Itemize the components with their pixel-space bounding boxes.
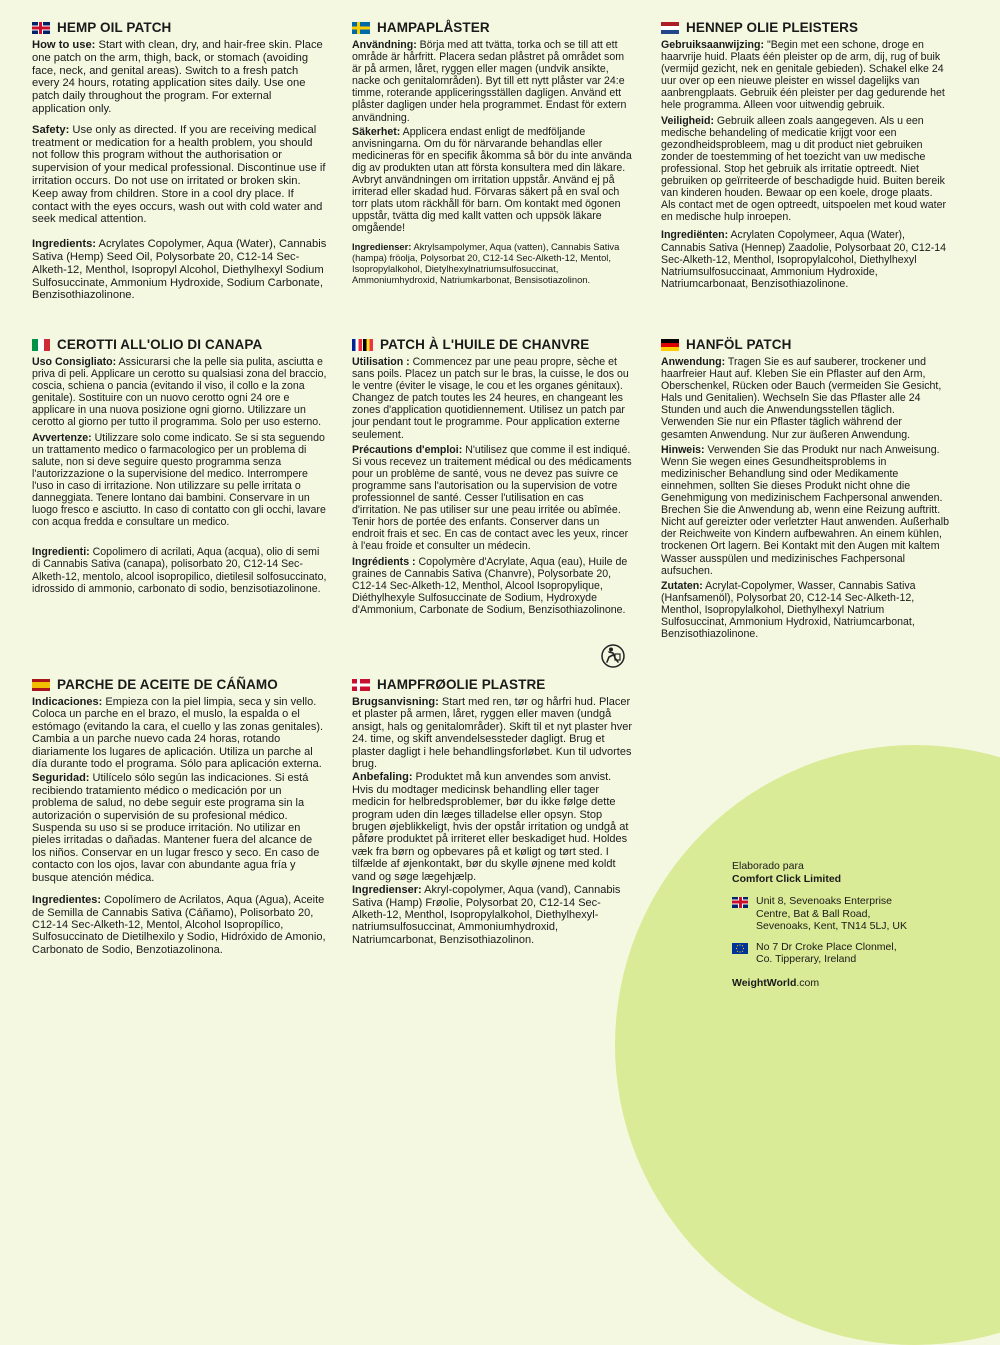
section-title: HEMP OIL PATCH bbox=[57, 20, 172, 35]
section-spanish bbox=[32, 677, 328, 962]
eu-address: No 7 Dr Croke Place Clonmel, Co. Tipperary, Ireland bbox=[756, 940, 897, 965]
section-header bbox=[352, 20, 634, 35]
section-title: HAMPAPLÅSTER bbox=[377, 20, 490, 35]
safety-paragraph: Seguridad: Utilícelo sólo según las indicaciones. Si está recibiendo tratamiento médico o medicación por un problema de salud, no debe seguir este programa sin la autorización o supervisión de su profesional médico. Suspenda su uso si se produce irritación. No utilizar en pieles irritadas o dañadas. Mantener fuera del alcance de los niños. Conservar en un lugar fresco y seco. En caso de contacto con los ojos, lavar con abundante agua fría y busque atención médica. bbox=[32, 772, 320, 884]
section-swedish bbox=[352, 20, 634, 291]
usage-paragraph: Anwendung: Tragen Sie es auf sauberer, trockener und haarfreier Haut auf. Kleben Sie ein Pflaster auf den Arm, Oberschenkel, Rücken oder Bauch (vermeiden Sie Gesicht, Hals und Genitalien). Wechseln Sie das Pflaster alle 24 Stunden und auch die Anwendungsstellen täglich. Verwenden Sie nur ein Pflaster täglich während der gesamten Anwendung. Nur zur äußeren Anwendung. bbox=[661, 356, 942, 441]
eu-flag-icon bbox=[732, 943, 748, 954]
section-title: HAMPFRØOLIE PLASTRE bbox=[377, 677, 546, 692]
section-header bbox=[32, 677, 328, 692]
section-header bbox=[352, 677, 634, 692]
denmark-flag-icon bbox=[352, 679, 370, 691]
section-dutch bbox=[661, 20, 949, 296]
uk-flag-icon bbox=[732, 897, 748, 908]
section-danish bbox=[352, 677, 634, 952]
section-italian bbox=[32, 337, 328, 601]
usage-paragraph: Utilisation : Commencez par une peau propre, sèche et sans poils. Placez un patch sur le bras, la cuisse, le dos ou le ventre (éviter le visage, le cou et les organes génitaux). Changez de patch toutes les 24 heures, en changeant les zones d'application quotidiennement. Utilisez un patch par jour pendant tout le programme. Pour application externe seulement. bbox=[352, 356, 629, 441]
safety-paragraph: Précautions d'emploi: N'utilisez que comme il est indiqué. Si vous recevez un traitement médical ou des médicaments pour un problème de santé, vous ne devez pas suivre ce programme sans l'autorisation ou la supervision de votre professionnel de santé. Cesser l'utilisation en cas d'irritation. Ne pas utiliser sur une peau irritée ou abîmée. Tenir hors de portée des enfants. Conserver dans un endroit frais et sec. En cas de contact avec les yeux, rincer à l'eau froide et consulter un médecin. bbox=[352, 443, 632, 553]
eu-address-row bbox=[732, 941, 926, 966]
ingredients-paragraph: Ingrediënten: Acrylaten Copolymeer, Aqua (Water), Cannabis Sativa (Hennep) Zaadolie, Polysorbaat 20, C12-14 Sec-Alketh-12, Menthol, Isopropylalcohol, Diethylhexyl Natriumsulfosuccinaat, Ammonium Hydroxide, Natriumcarbonaat, Benzisothiazolinone. bbox=[661, 229, 947, 290]
usage-paragraph: Brugsanvisning: Start med ren, tør og hårfri hud. Placer et plaster på armen, låret, ryggen eller maven (undgå ansigt, hals og genitalområder). Skift til et nyt plaster hver 24. time, og skift anvendelsessteder dagligt. Brug et plaster dagligt i hele behandlingsforløbet. Kun til udvortes brug. bbox=[352, 696, 633, 771]
usage-paragraph: Uso Consigliato: Assicurarsi che la pelle sia pulita, asciutta e priva di peli. Applicare un cerotto su qualsiasi zona del braccio, coscia, schiena o pancia (evitando il viso, il collo e la zona genitale). Sostituire con un nuovo cerotto ogni 24 ore e applicare in una nuova posizione ogni giorno. Utilizzare un cerotto al giorno per tutto il programma. Solo per uso esterno. bbox=[32, 356, 327, 429]
made-for-label: Elaborado para bbox=[732, 860, 804, 872]
uk-address: Unit 8, Sevenoaks Enterprise Centre, Bat & Ball Road, Sevenoaks, Kent, TN14 5LJ, UK bbox=[756, 895, 907, 932]
section-header bbox=[352, 337, 634, 352]
safety-paragraph: Säkerhet: Applicera endast enligt de medföljande anvisningarna. Om du för närvarande behandlas eller medicineras för en specifik åkomma så bör du inte använda dig av produkten utan att första konsultera med din läkare. Avbryt användningen om irritation uppstår. Använd ej på irriterad eller skadad hud. Förvaras säkert på en sval och torr plats utom räckhåll för barn. Om kontakt med ögonen uppstår, tvätta dig med kallt vatten och uppsök läkare omgående! bbox=[352, 125, 632, 235]
section-german bbox=[661, 337, 949, 646]
spain-flag-icon bbox=[32, 679, 50, 691]
belgium-flag-icon bbox=[363, 339, 373, 351]
section-header bbox=[661, 20, 949, 35]
uk-flag-icon bbox=[32, 22, 50, 34]
usage-paragraph: Gebruiksaanwijzing: "Begin met een schone, droge en haarvrije huid. Plaats één pleister op de arm, dij, rug of buik (vermijd gezicht, nek en genitale gebieden). Schakel elke 24 uur over op een nieuwe pleister en wissel dagelijks van aanbrengplaats. Gebruik één pleister per dag gedurende het hele programma. Alleen voor uitwendig gebruik. bbox=[661, 39, 945, 112]
section-title: HENNEP OLIE PLEISTERS bbox=[686, 20, 859, 35]
safety-paragraph: Avvertenze: Utilizzare solo come indicato. Se si sta seguendo un trattamento medico o farmacologico per un problema di salute, non si deve seguire questo programma senza l'autorizzazione o la supervisione del medico. Interrompere l'uso in caso di irritazione. Non utilizzare su pelle irritata o danneggiata. Tenere lontano dai bambini. Conservare in un luogo fresco e asciutto. In caso di contatto con gli occhi, lavare con acqua fredda e consultare un medico. bbox=[32, 431, 326, 529]
italy-flag-icon bbox=[32, 339, 50, 351]
ingredients-paragraph: Ingredients: Acrylates Copolymer, Aqua (Water), Cannabis Sativa (Hemp) Seed Oil, Polysorbate 20, C12-14 Sec-Alketh-12, Menthol, Isopropyl Alcohol, Diethylhexyl Sodium Sulfosuccinate, Ammonium Hydroxide, Sodium Carbonate, Benzisothiazolinone. bbox=[32, 238, 327, 302]
ingredients-paragraph: Ingredienti: Copolimero di acrilati, Aqua (acqua), olio di semi di Cannabis Sativa (canapa), polisorbato 20, C12-14 Sec-Alketh-12, mentolo, alcool isopropilico, dietilesil solfosuccinato, idrossido di ammonio, carbonato di sodio, benzisotiazolinone. bbox=[32, 546, 327, 595]
section-title: PATCH À L'HUILE DE CHANVRE bbox=[380, 337, 590, 352]
netherlands-flag-icon bbox=[661, 22, 679, 34]
ingredients-paragraph: Ingredienser: Akrylsampolymer, Aqua (vatten), Cannabis Sativa (hampa) fröolja, Polysorbat 20, C12-14 Sec-Alketh-12, Mentol, Isopropylalkohol, Dietylhexylnatriumsulfosuccinat, Ammoniumhydroxid, Natriumkarbonat, Bensisotiazolinon. bbox=[352, 240, 620, 286]
recycle-bin-icon bbox=[600, 643, 626, 669]
ingredients-paragraph: Ingredienser: Akryl-copolymer, Aqua (vand), Cannabis Sativa (Hamp) Frøolie, Polysorbat 20, C12-14 Sec-Alketh-12, Menthol, Isopropylalkohol, Diethylhexyl-natriumsulfosuccinat, Ammoniumhydroxid, Natriumcarbonat, Benzisothiazolinon. bbox=[352, 884, 621, 946]
section-english bbox=[32, 20, 328, 308]
safety-paragraph: Hinweis: Verwenden Sie das Produkt nur nach Anweisung. Wenn Sie wegen eines Gesundheitsproblems in medizinischer Behandlung sind oder Medikamente einnehmen, sollten Sie dieses Produkt nicht ohne die Genehmigung von medizinischem Fachpersonal anwenden. Brechen Sie die Anwendung ab, wenn eine Reizung auftritt. Nicht auf gereizter oder verletzter Haut anwenden. Außerhalb der Reichweite von Kindern aufbewahren. An einem kühlen, trockenen Ort lagern. Bei Kontakt mit den Augen mit kaltem Wasser ausspülen und medizinisches Fachpersonal aufsuchen. bbox=[661, 443, 949, 577]
section-title: CEROTTI ALL'OLIO DI CANAPA bbox=[57, 337, 263, 352]
manufacturer-info bbox=[732, 860, 926, 989]
decorative-circle bbox=[615, 745, 1000, 1345]
section-title: PARCHE DE ACEITE DE CÁÑAMO bbox=[57, 677, 278, 692]
usage-paragraph: How to use: Start with clean, dry, and hair-free skin. Place one patch on the arm, thigh, back, or stomach (avoiding face, neck, and genital areas). Switch to a fresh patch every 24 hours, rotating application sites daily. Use one patch daily throughout the program. For external application only. bbox=[32, 39, 323, 115]
safety-paragraph: Anbefaling: Produktet må kun anvendes som anvist. Hvis du modtager medicinsk behandling eller tager medicin for helbredsproblemer, bør du ikke følge dette program uden din læges tilladelse eller opsyn. Stop brugen øjeblikkeligt, hvis der opstår irritation og undgå at påføre produktet på irriteret eller beskadiget hud. Holdes væk fra børn og opbevares på et køligt og tørt sted. I tilfælde af øjenkontakt, bør du skylle øjnene med koldt vand og søge lægehjælp. bbox=[352, 771, 629, 883]
company-name: Comfort Click Limited bbox=[732, 872, 842, 885]
ingredients-paragraph: Ingrédients : Copolymère d'Acrylate, Aqua (eau), Huile de graines de Cannabis Sativa (Chanvre), Polysorbate 20, C12-14 Sec-Alketh-12, Menthol, Alcool Isopropylique, Diéthylhexyle Sulfosuccinate de Sodium, Hydroxyde d'Ammonium, Carbonate de Sodium, Benzisothiazolinone. bbox=[352, 555, 628, 616]
france-flag-icon bbox=[352, 339, 362, 351]
germany-flag-icon bbox=[661, 339, 679, 351]
safety-paragraph: Safety: Use only as directed. If you are receiving medical treatment or medication for a health problem, you should not follow this program without the authorisation or supervision of your medical professional. Discontinue use if irritation occurs. Do not use on irritated or broken skin. Keep away from children. Store in a cool dry place. If contact with the eyes occurs, wash out with cold water and seek medical attention. bbox=[32, 123, 326, 226]
section-header bbox=[32, 20, 328, 35]
ingredients-paragraph: Zutaten: Acrylat-Copolymer, Wasser, Cannabis Sativa (Hanfsamenöl), Polysorbat 20, C12-14 Sec-Alketh-12, Menthol, Isopropylalkohol, Diethylhexyl Natrium Sulfosuccinat, Ammonium Hydroxid, Natriumcarbonat, Benzisothiazolinone. bbox=[661, 579, 916, 641]
usage-paragraph: Indicaciones: Empieza con la piel limpia, seca y sin vello. Coloca un parche en el brazo, el muslo, la espalda o el estómago (evitando la cara, el cuello y las zonas genitales). Cambia a un parche nuevo cada 24 horas, rotando diariamente los lugares de aplicación. Utiliza un parche al día durante todo el programa. Sólo para aplicación externa. bbox=[32, 696, 324, 771]
ingredients-paragraph: Ingredientes: Copolímero de Acrilatos, Aqua (Agua), Aceite de Semilla de Cannabis Sativa (Cáñamo), Polisorbato 20, C12-14 Sec-Alketh-12, Mentol, Alcohol Isopropílico, Sulfosuccinato de Dietilhexilo y Sodio, Hidróxido de Amonio, Carbonato de Sodio, Benzotiazolinona. bbox=[32, 894, 326, 956]
section-title: HANFÖL PATCH bbox=[686, 337, 792, 352]
uk-address-row bbox=[732, 895, 926, 933]
section-header bbox=[661, 337, 949, 352]
website: WeightWorld.com bbox=[732, 976, 820, 989]
sweden-flag-icon bbox=[352, 22, 370, 34]
section-french bbox=[352, 337, 634, 622]
section-header bbox=[32, 337, 328, 352]
usage-paragraph: Användning: Börja med att tvätta, torka och se till att ett område är hårfritt. Placera sedan plåstret på området som är på armen, låret, ryggen eller magen (undvik ansikte, nacke och genitalområden). Byt till ett nytt plåster var 24:e timme, roterande appliceringsställen dagligen. Använd ett plåster dagligen under hela programmet. Endast för extern användning. bbox=[352, 39, 627, 124]
safety-paragraph: Veiligheid: Gebruik alleen zoals aangegeven. Als u een medische behandeling of medicatie krijgt voor een gezondheidsprobleem, mag u dit product niet gebruiken zonder de toestemming of het toezicht van uw medische professional. Stop het gebruik als irritatie optreedt. Niet gebruiken op geïrriteerde of beschadigde huid. Buiten bereik van kinderen houden. Bewaar op een koele, droge plaats. Als contact met de ogen optreedt, uitspoelen met koud water en medische hulp inroepen. bbox=[661, 114, 947, 224]
